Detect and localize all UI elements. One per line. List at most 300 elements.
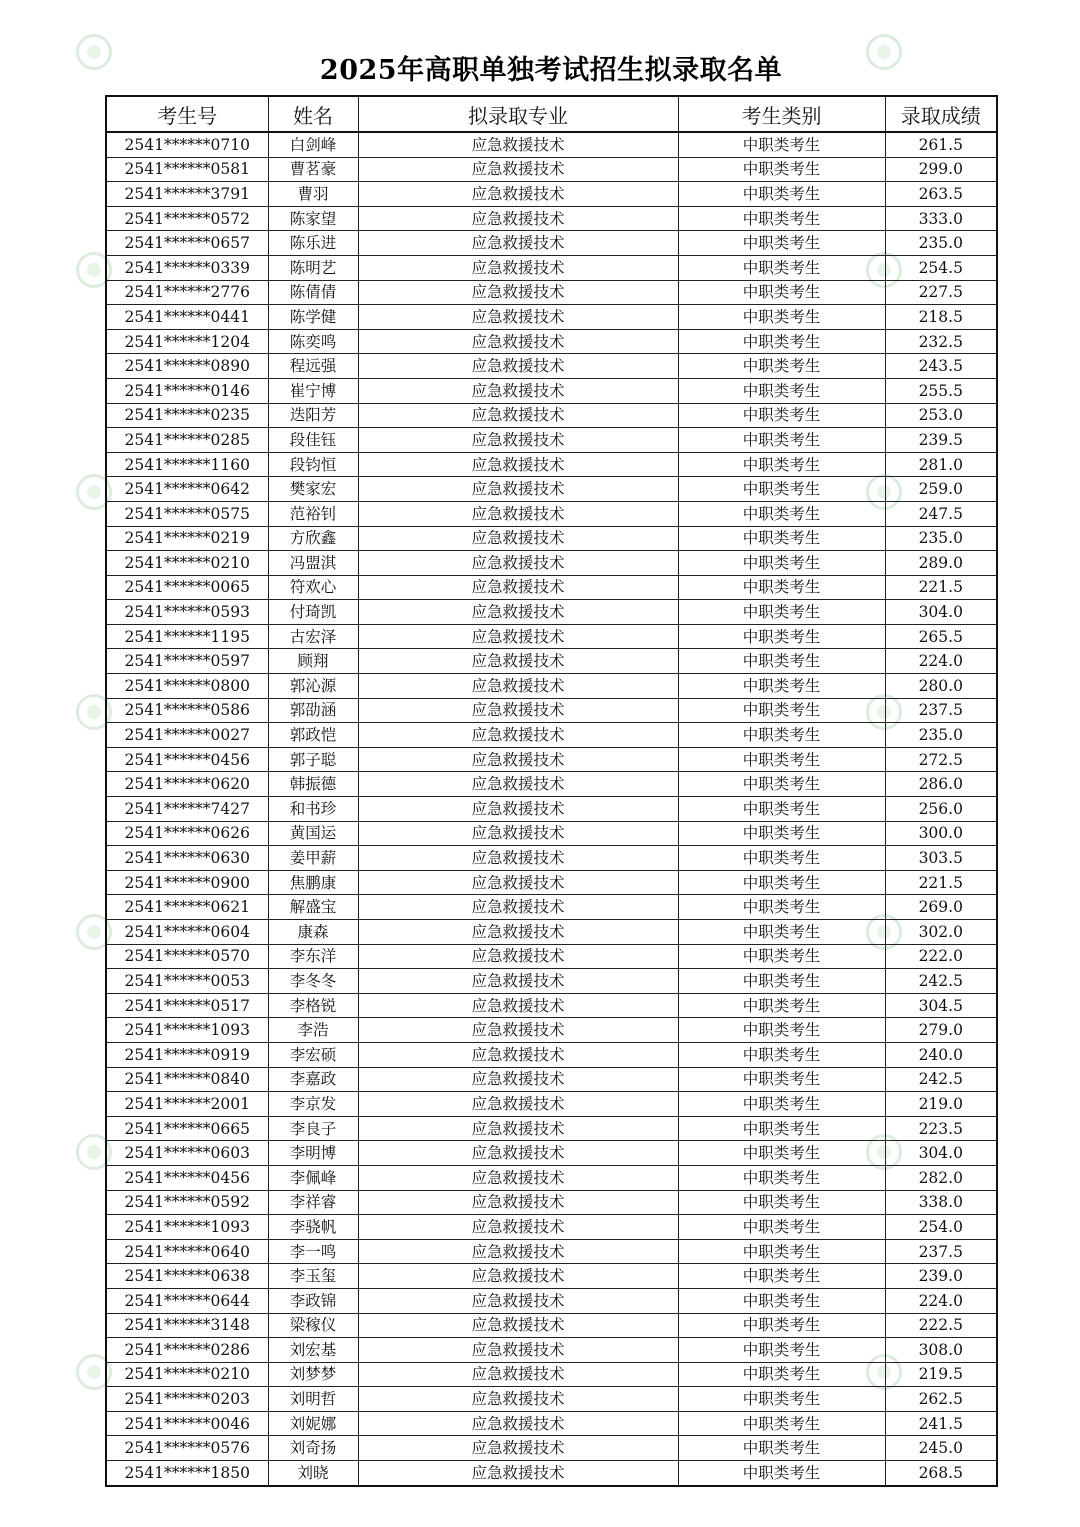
table-row (106, 378, 997, 403)
exam-number-cell: 2541******0065 (106, 575, 268, 600)
name-cell: 李政锦 (268, 1288, 358, 1313)
table-body (106, 132, 997, 1486)
category-cell: 中职类考生 (678, 354, 885, 379)
name-cell: 李明博 (268, 1141, 358, 1166)
score-cell: 219.5 (885, 1362, 997, 1387)
table-row (106, 698, 997, 723)
exam-number-cell: 2541******0640 (106, 1239, 268, 1264)
table-row (106, 772, 997, 797)
major-cell: 应急救援技术 (358, 403, 678, 428)
exam-number-cell: 2541******0638 (106, 1264, 268, 1289)
name-cell: 樊家宏 (268, 477, 358, 502)
table-row (106, 1239, 997, 1264)
exam-number-cell: 2541******0593 (106, 600, 268, 625)
name-cell: 段佳钰 (268, 428, 358, 453)
score-cell: 308.0 (885, 1338, 997, 1363)
major-cell: 应急救援技术 (358, 821, 678, 846)
category-cell: 中职类考生 (678, 575, 885, 600)
table-row (106, 993, 997, 1018)
score-cell: 237.5 (885, 1239, 997, 1264)
name-cell: 古宏泽 (268, 624, 358, 649)
name-cell: 和书珍 (268, 797, 358, 822)
name-cell: 李嘉政 (268, 1067, 358, 1092)
exam-number-cell: 2541******0235 (106, 403, 268, 428)
exam-number-cell: 2541******0210 (106, 1362, 268, 1387)
score-cell: 256.0 (885, 797, 997, 822)
table-row (106, 403, 997, 428)
category-cell: 中职类考生 (678, 747, 885, 772)
category-cell: 中职类考生 (678, 1264, 885, 1289)
score-cell: 227.5 (885, 280, 997, 305)
major-cell: 应急救援技术 (358, 305, 678, 330)
major-cell: 应急救援技术 (358, 1116, 678, 1141)
table-row (106, 1165, 997, 1190)
name-cell: 李东洋 (268, 944, 358, 969)
table-row (106, 1387, 997, 1412)
table-row (106, 477, 997, 502)
major-cell: 应急救援技术 (358, 1264, 678, 1289)
score-cell: 302.0 (885, 920, 997, 945)
major-cell: 应急救援技术 (358, 255, 678, 280)
exam-number-cell: 2541******1093 (106, 1215, 268, 1240)
name-cell: 陈乐进 (268, 231, 358, 256)
name-cell: 顾翔 (268, 649, 358, 674)
name-cell: 刘梦梦 (268, 1362, 358, 1387)
major-cell: 应急救援技术 (358, 600, 678, 625)
major-cell: 应急救援技术 (358, 1387, 678, 1412)
category-cell: 中职类考生 (678, 501, 885, 526)
name-cell: 陈倩倩 (268, 280, 358, 305)
category-cell: 中职类考生 (678, 1092, 885, 1117)
category-cell: 中职类考生 (678, 797, 885, 822)
exam-number-cell: 2541******0621 (106, 895, 268, 920)
table-row (106, 1215, 997, 1240)
exam-number-cell: 2541******0644 (106, 1288, 268, 1313)
category-cell: 中职类考生 (678, 255, 885, 280)
score-cell: 281.0 (885, 452, 997, 477)
major-cell: 应急救援技术 (358, 575, 678, 600)
category-cell: 中职类考生 (678, 1239, 885, 1264)
table-row (106, 723, 997, 748)
table-row (106, 280, 997, 305)
name-cell: 郭劭涵 (268, 698, 358, 723)
category-cell: 中职类考生 (678, 895, 885, 920)
exam-number-cell: 2541******0285 (106, 428, 268, 453)
score-cell: 221.5 (885, 575, 997, 600)
major-cell: 应急救援技术 (358, 1018, 678, 1043)
category-cell: 中职类考生 (678, 1018, 885, 1043)
exam-number-cell: 2541******0146 (106, 378, 268, 403)
category-cell: 中职类考生 (678, 674, 885, 699)
score-cell: 259.0 (885, 477, 997, 502)
exam-number-cell: 2541******7427 (106, 797, 268, 822)
table-row (106, 1313, 997, 1338)
exam-number-cell: 2541******2776 (106, 280, 268, 305)
exam-number-cell: 2541******0597 (106, 649, 268, 674)
score-cell: 222.5 (885, 1313, 997, 1338)
major-cell: 应急救援技术 (358, 870, 678, 895)
score-cell: 304.0 (885, 600, 997, 625)
category-cell: 中职类考生 (678, 305, 885, 330)
category-cell: 中职类考生 (678, 723, 885, 748)
score-cell: 269.0 (885, 895, 997, 920)
exam-number-cell: 2541******3791 (106, 182, 268, 207)
table-row (106, 305, 997, 330)
score-cell: 224.0 (885, 649, 997, 674)
major-cell: 应急救援技术 (358, 1338, 678, 1363)
score-cell: 243.5 (885, 354, 997, 379)
category-cell: 中职类考生 (678, 1190, 885, 1215)
table-row (106, 501, 997, 526)
table-row (106, 747, 997, 772)
score-cell: 303.5 (885, 846, 997, 871)
major-cell: 应急救援技术 (358, 378, 678, 403)
major-cell: 应急救援技术 (358, 526, 678, 551)
category-cell: 中职类考生 (678, 600, 885, 625)
major-cell: 应急救援技术 (358, 1411, 678, 1436)
major-cell: 应急救援技术 (358, 1313, 678, 1338)
table-row (106, 920, 997, 945)
exam-number-cell: 2541******0604 (106, 920, 268, 945)
category-cell: 中职类考生 (678, 821, 885, 846)
table-row (106, 600, 997, 625)
table-row (106, 1141, 997, 1166)
name-cell: 韩振德 (268, 772, 358, 797)
table-row (106, 624, 997, 649)
major-cell: 应急救援技术 (358, 157, 678, 182)
major-cell: 应急救援技术 (358, 1092, 678, 1117)
name-cell: 段钧恒 (268, 452, 358, 477)
exam-number-cell: 2541******1160 (106, 452, 268, 477)
exam-number-cell: 2541******0630 (106, 846, 268, 871)
name-cell: 刘奇扬 (268, 1436, 358, 1461)
name-cell: 程远强 (268, 354, 358, 379)
major-cell: 应急救援技术 (358, 329, 678, 354)
exam-number-cell: 2541******0620 (106, 772, 268, 797)
score-cell: 254.0 (885, 1215, 997, 1240)
name-cell: 李格锐 (268, 993, 358, 1018)
score-cell: 263.5 (885, 182, 997, 207)
score-cell: 239.5 (885, 428, 997, 453)
major-cell: 应急救援技术 (358, 920, 678, 945)
table-row (106, 1042, 997, 1067)
column-header-score: 录取成绩 (885, 96, 997, 132)
category-cell: 中职类考生 (678, 1362, 885, 1387)
category-cell: 中职类考生 (678, 526, 885, 551)
table-row (106, 1288, 997, 1313)
table-row (106, 1411, 997, 1436)
major-cell: 应急救援技术 (358, 1239, 678, 1264)
exam-number-cell: 2541******0219 (106, 526, 268, 551)
exam-number-cell: 2541******0592 (106, 1190, 268, 1215)
exam-number-cell: 2541******0603 (106, 1141, 268, 1166)
category-cell: 中职类考生 (678, 1042, 885, 1067)
exam-number-cell: 2541******1093 (106, 1018, 268, 1043)
table-row (106, 329, 997, 354)
score-cell: 242.5 (885, 1067, 997, 1092)
category-cell: 中职类考生 (678, 1141, 885, 1166)
major-cell: 应急救援技术 (358, 501, 678, 526)
table-row (106, 452, 997, 477)
score-cell: 255.5 (885, 378, 997, 403)
table-row (106, 206, 997, 231)
score-cell: 237.5 (885, 698, 997, 723)
major-cell: 应急救援技术 (358, 723, 678, 748)
name-cell: 康森 (268, 920, 358, 945)
category-cell: 中职类考生 (678, 206, 885, 231)
name-cell: 刘晓 (268, 1461, 358, 1486)
category-cell: 中职类考生 (678, 452, 885, 477)
table-row (106, 1116, 997, 1141)
score-cell: 219.0 (885, 1092, 997, 1117)
major-cell: 应急救援技术 (358, 797, 678, 822)
score-cell: 262.5 (885, 1387, 997, 1412)
score-cell: 282.0 (885, 1165, 997, 1190)
category-cell: 中职类考生 (678, 920, 885, 945)
name-cell: 付琦凯 (268, 600, 358, 625)
exam-number-cell: 2541******0919 (106, 1042, 268, 1067)
exam-number-cell: 2541******2001 (106, 1092, 268, 1117)
major-cell: 应急救援技术 (358, 231, 678, 256)
name-cell: 李一鸣 (268, 1239, 358, 1264)
category-cell: 中职类考生 (678, 1411, 885, 1436)
score-cell: 241.5 (885, 1411, 997, 1436)
name-cell: 刘宏基 (268, 1338, 358, 1363)
score-cell: 221.5 (885, 870, 997, 895)
major-cell: 应急救援技术 (358, 1141, 678, 1166)
table-row (106, 1264, 997, 1289)
name-cell: 曹羽 (268, 182, 358, 207)
exam-number-cell: 2541******0586 (106, 698, 268, 723)
major-cell: 应急救援技术 (358, 1215, 678, 1240)
table-row (106, 354, 997, 379)
table-row (106, 1190, 997, 1215)
major-cell: 应急救援技术 (358, 206, 678, 231)
category-cell: 中职类考生 (678, 551, 885, 576)
name-cell: 李骁帆 (268, 1215, 358, 1240)
score-cell: 272.5 (885, 747, 997, 772)
name-cell: 李佩峰 (268, 1165, 358, 1190)
exam-number-cell: 2541******0456 (106, 747, 268, 772)
table-row (106, 674, 997, 699)
table-row (106, 1461, 997, 1486)
score-cell: 304.5 (885, 993, 997, 1018)
major-cell: 应急救援技术 (358, 1436, 678, 1461)
category-cell: 中职类考生 (678, 649, 885, 674)
exam-number-cell: 2541******0027 (106, 723, 268, 748)
category-cell: 中职类考生 (678, 993, 885, 1018)
major-cell: 应急救援技术 (358, 477, 678, 502)
major-cell: 应急救援技术 (358, 1067, 678, 1092)
name-cell: 姜甲薪 (268, 846, 358, 871)
major-cell: 应急救援技术 (358, 1288, 678, 1313)
score-cell: 338.0 (885, 1190, 997, 1215)
name-cell: 陈奕鸣 (268, 329, 358, 354)
category-cell: 中职类考生 (678, 1288, 885, 1313)
column-header-exam-number: 考生号 (106, 96, 268, 132)
name-cell: 李京发 (268, 1092, 358, 1117)
table-row (106, 157, 997, 182)
category-cell: 中职类考生 (678, 329, 885, 354)
exam-number-cell: 2541******0710 (106, 132, 268, 157)
score-cell: 239.0 (885, 1264, 997, 1289)
category-cell: 中职类考生 (678, 231, 885, 256)
exam-number-cell: 2541******0441 (106, 305, 268, 330)
score-cell: 222.0 (885, 944, 997, 969)
score-cell: 253.0 (885, 403, 997, 428)
major-cell: 应急救援技术 (358, 1461, 678, 1486)
score-cell: 299.0 (885, 157, 997, 182)
exam-number-cell: 2541******0642 (106, 477, 268, 502)
name-cell: 陈明艺 (268, 255, 358, 280)
score-cell: 261.5 (885, 132, 997, 157)
table-row (106, 1436, 997, 1461)
major-cell: 应急救援技术 (358, 551, 678, 576)
score-cell: 254.5 (885, 255, 997, 280)
category-cell: 中职类考生 (678, 1461, 885, 1486)
major-cell: 应急救援技术 (358, 280, 678, 305)
category-cell: 中职类考生 (678, 1116, 885, 1141)
category-cell: 中职类考生 (678, 772, 885, 797)
table-row (106, 1092, 997, 1117)
category-cell: 中职类考生 (678, 1215, 885, 1240)
table-row (106, 870, 997, 895)
category-cell: 中职类考生 (678, 182, 885, 207)
category-cell: 中职类考生 (678, 846, 885, 871)
name-cell: 曹茗豪 (268, 157, 358, 182)
name-cell: 郭子聪 (268, 747, 358, 772)
score-cell: 224.0 (885, 1288, 997, 1313)
name-cell: 郭沁源 (268, 674, 358, 699)
name-cell: 崔宁博 (268, 378, 358, 403)
name-cell: 迭阳芳 (268, 403, 358, 428)
table-row (106, 944, 997, 969)
category-cell: 中职类考生 (678, 624, 885, 649)
name-cell: 李祥睿 (268, 1190, 358, 1215)
major-cell: 应急救援技术 (358, 1165, 678, 1190)
major-cell: 应急救援技术 (358, 132, 678, 157)
name-cell: 李浩 (268, 1018, 358, 1043)
score-cell: 240.0 (885, 1042, 997, 1067)
name-cell: 范裕钊 (268, 501, 358, 526)
category-cell: 中职类考生 (678, 969, 885, 994)
exam-number-cell: 2541******3148 (106, 1313, 268, 1338)
exam-number-cell: 2541******0203 (106, 1387, 268, 1412)
category-cell: 中职类考生 (678, 280, 885, 305)
exam-number-cell: 2541******0575 (106, 501, 268, 526)
exam-number-cell: 2541******0840 (106, 1067, 268, 1092)
major-cell: 应急救援技术 (358, 969, 678, 994)
category-cell: 中职类考生 (678, 428, 885, 453)
exam-number-cell: 2541******0626 (106, 821, 268, 846)
score-cell: 223.5 (885, 1116, 997, 1141)
name-cell: 李玉玺 (268, 1264, 358, 1289)
score-cell: 218.5 (885, 305, 997, 330)
exam-number-cell: 2541******0046 (106, 1411, 268, 1436)
score-cell: 247.5 (885, 501, 997, 526)
table-row (106, 1338, 997, 1363)
column-header-category: 考生类别 (678, 96, 885, 132)
name-cell: 白剑峰 (268, 132, 358, 157)
exam-number-cell: 2541******0456 (106, 1165, 268, 1190)
exam-number-cell: 2541******0657 (106, 231, 268, 256)
category-cell: 中职类考生 (678, 403, 885, 428)
category-cell: 中职类考生 (678, 132, 885, 157)
exam-number-cell: 2541******1204 (106, 329, 268, 354)
table-header-row (106, 96, 997, 132)
major-cell: 应急救援技术 (358, 428, 678, 453)
table-row (106, 846, 997, 871)
score-cell: 245.0 (885, 1436, 997, 1461)
column-header-name: 姓名 (268, 96, 358, 132)
category-cell: 中职类考生 (678, 1313, 885, 1338)
score-cell: 289.0 (885, 551, 997, 576)
name-cell: 陈家望 (268, 206, 358, 231)
table-row (106, 575, 997, 600)
score-cell: 286.0 (885, 772, 997, 797)
category-cell: 中职类考生 (678, 1067, 885, 1092)
exam-number-cell: 2541******0800 (106, 674, 268, 699)
exam-number-cell: 2541******0890 (106, 354, 268, 379)
table-row (106, 255, 997, 280)
major-cell: 应急救援技术 (358, 1362, 678, 1387)
exam-number-cell: 2541******0339 (106, 255, 268, 280)
major-cell: 应急救援技术 (358, 944, 678, 969)
exam-number-cell: 2541******1195 (106, 624, 268, 649)
exam-number-cell: 2541******0900 (106, 870, 268, 895)
exam-number-cell: 2541******0665 (106, 1116, 268, 1141)
score-cell: 235.0 (885, 723, 997, 748)
score-cell: 232.5 (885, 329, 997, 354)
major-cell: 应急救援技术 (358, 182, 678, 207)
table-row (106, 231, 997, 256)
table-row (106, 649, 997, 674)
name-cell: 李冬冬 (268, 969, 358, 994)
name-cell: 焦鹏康 (268, 870, 358, 895)
column-header-major: 拟录取专业 (358, 96, 678, 132)
score-cell: 304.0 (885, 1141, 997, 1166)
exam-number-cell: 2541******1850 (106, 1461, 268, 1486)
table-row (106, 969, 997, 994)
name-cell: 解盛宝 (268, 895, 358, 920)
name-cell: 符欢心 (268, 575, 358, 600)
category-cell: 中职类考生 (678, 378, 885, 403)
major-cell: 应急救援技术 (358, 624, 678, 649)
name-cell: 刘明哲 (268, 1387, 358, 1412)
score-cell: 333.0 (885, 206, 997, 231)
exam-number-cell: 2541******0570 (106, 944, 268, 969)
exam-number-cell: 2541******0572 (106, 206, 268, 231)
table-row (106, 797, 997, 822)
table-row (106, 821, 997, 846)
category-cell: 中职类考生 (678, 157, 885, 182)
name-cell: 李宏硕 (268, 1042, 358, 1067)
major-cell: 应急救援技术 (358, 747, 678, 772)
score-cell: 280.0 (885, 674, 997, 699)
table-row (106, 182, 997, 207)
category-cell: 中职类考生 (678, 477, 885, 502)
table-row (106, 1362, 997, 1387)
table-row (106, 428, 997, 453)
major-cell: 应急救援技术 (358, 1190, 678, 1215)
name-cell: 郭政恺 (268, 723, 358, 748)
exam-number-cell: 2541******0576 (106, 1436, 268, 1461)
category-cell: 中职类考生 (678, 870, 885, 895)
table-row (106, 526, 997, 551)
category-cell: 中职类考生 (678, 1436, 885, 1461)
exam-number-cell: 2541******0581 (106, 157, 268, 182)
table-row (106, 1018, 997, 1043)
